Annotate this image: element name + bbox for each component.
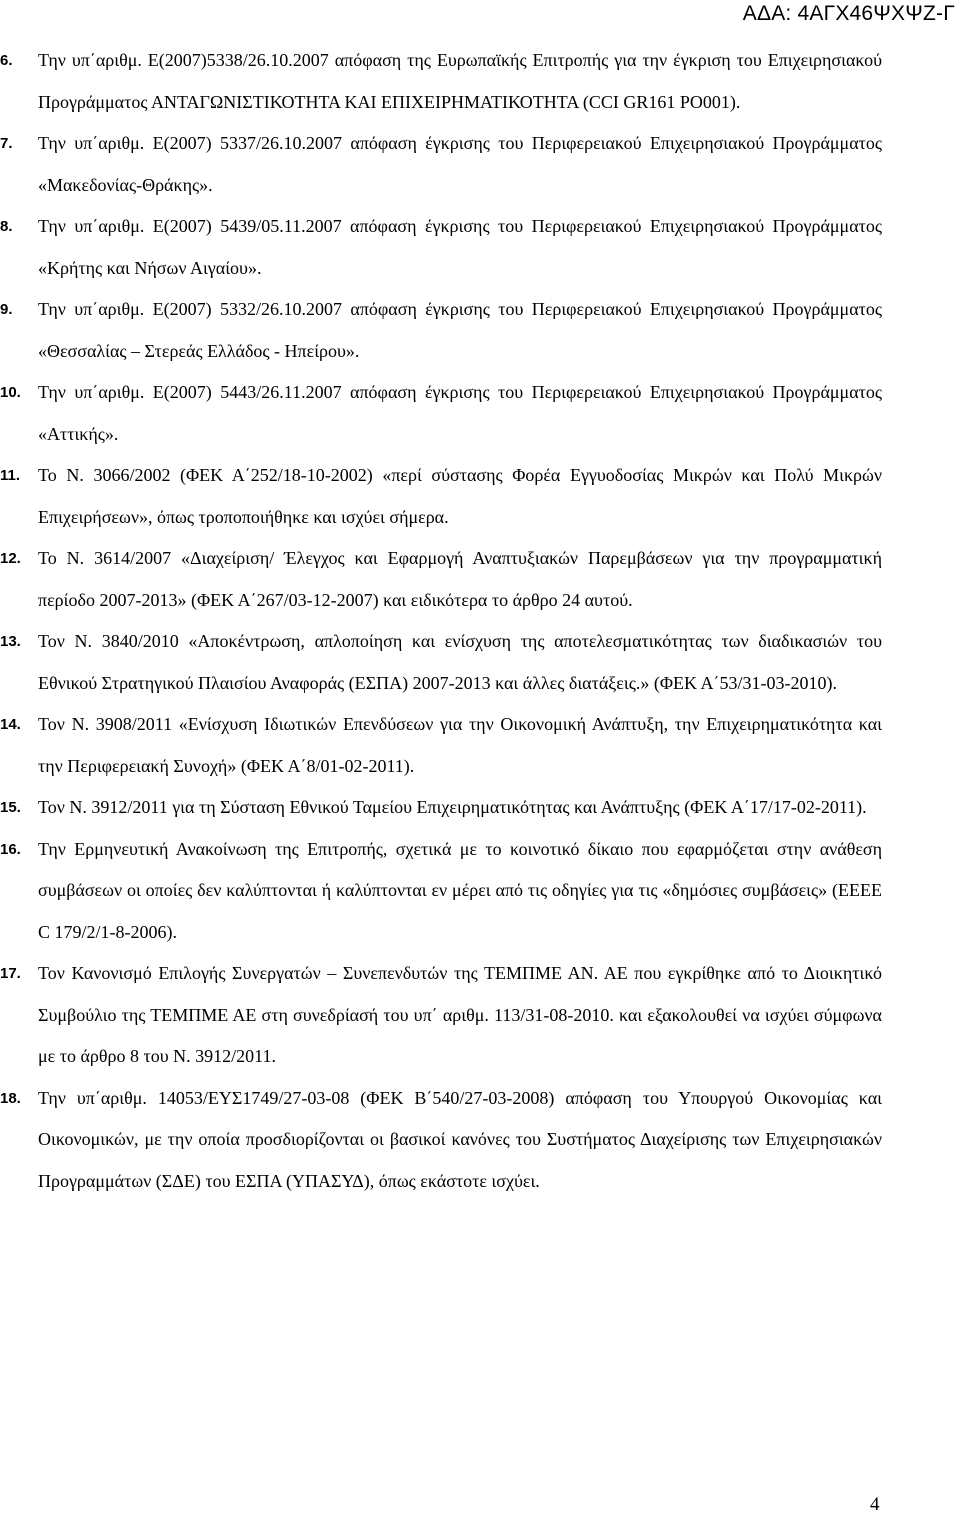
item-number: 7. — [0, 135, 13, 152]
item-text: Την υπ΄αριθμ. Ε(2007) 5332/26.10.2007 απόφαση έγκρισης του Περιφερειακού Επιχειρησιακού Προγράμματος «Θεσσαλίας – Στερεάς Ελλάδος - Ηπείρου». — [38, 299, 882, 361]
item-text: Την υπ΄αριθμ. Ε(2007) 5439/05.11.2007 απόφαση έγκρισης του Περιφερειακού Επιχειρησιακού Προγράμματος «Κρήτης και Νήσων Αιγαίου». — [38, 216, 882, 278]
item-text: Την υπ΄αριθμ. Ε(2007)5338/26.10.2007 απόφαση της Ευρωπαϊκής Επιτροπής για την έγκριση του Επιχειρησιακού Προγράμματος ΑΝΤΑΓΩΝΙΣΤΙΚΟΤΗΤΑ ΚΑΙ ΕΠΙΧΕΙΡΗΜΑΤΙΚΟΤΗΤΑ (CCI GR161 PO001). — [38, 50, 882, 112]
list-item — [0, 829, 960, 954]
list-item — [0, 372, 960, 455]
list-item — [0, 40, 960, 123]
list-item — [0, 123, 960, 206]
item-number: 11. — [0, 467, 21, 484]
item-number: 16. — [0, 840, 21, 858]
list-item — [0, 953, 960, 1078]
item-text: Τον Ν. 3912/2011 για τη Σύσταση Εθνικού Ταμείου Επιχειρηματικότητας και Ανάπτυξης (ΦΕΚ Α΄17/17-02-2011). — [38, 797, 867, 817]
item-text: Τον Ν. 3908/2011 «Ενίσχυση Ιδιωτικών Επενδύσεων για την Οικονομική Ανάπτυξη, την Επιχειρηματικότητα και την Περιφερειακή Συνοχή» (ΦΕΚ Α΄8/01-02-2011). — [38, 714, 882, 776]
list-item — [0, 787, 960, 829]
list-item — [0, 289, 960, 372]
item-number: 10. — [0, 384, 21, 401]
list-item — [0, 704, 960, 787]
item-number: 15. — [0, 799, 21, 816]
item-text: Τον Ν. 3840/2010 «Αποκέντρωση, απλοποίηση και ενίσχυση της αποτελεσματικότητας των διαδικασιών του Εθνικού Στρατηγικού Πλαισίου Αναφοράς (ΕΣΠΑ) 2007-2013 και άλλες διατάξεις.» (ΦΕΚ Α΄53/31-03-2010). — [38, 631, 882, 693]
item-text: Την Ερμηνευτική Ανακοίνωση της Επιτροπής, σχετικά με το κοινοτικό δίκαιο που εφαρμόζεται στην ανάθεση συμβάσεων οι οποίες δεν καλύπτονται ή καλύπτονται εν μέρει από τις οδηγίες για τις «δημόσιες συμβάσεις» (ΕΕΕΕ C 179/2/1-8-2006). — [38, 838, 882, 942]
ada-code-header: ΑΔΑ: 4ΑΓΧ46ΨΧΨΖ-Γ — [742, 2, 955, 25]
item-number: 13. — [0, 633, 21, 650]
numbered-list — [0, 40, 960, 1202]
list-item — [0, 621, 960, 704]
item-number: 14. — [0, 716, 21, 733]
item-number: 9. — [0, 301, 13, 318]
item-text: Το Ν. 3614/2007 «Διαχείριση/ Έλεγχος και Εφαρμογή Αναπτυξιακών Παρεμβάσεων για την προγραμματική περίοδο 2007-2013» (ΦΕΚ Α΄267/03-12-2007) και ειδικότερα το άρθρο 24 αυτού. — [38, 548, 882, 610]
item-number: 6. — [0, 52, 13, 69]
list-item — [0, 206, 960, 289]
item-number: 12. — [0, 550, 21, 567]
item-number: 18. — [0, 1089, 21, 1107]
item-text: Την υπ΄αριθμ. Ε(2007) 5443/26.11.2007 απόφαση έγκρισης του Περιφερειακού Επιχειρησιακού Προγράμματος «Αττικής». — [38, 382, 882, 444]
item-number: 17. — [0, 965, 21, 982]
item-text: Την υπ΄αριθμ. Ε(2007) 5337/26.10.2007 απόφαση έγκρισης του Περιφερειακού Επιχειρησιακού Προγράμματος «Μακεδονίας-Θράκης». — [38, 133, 882, 195]
item-text: Τον Κανονισμό Επιλογής Συνεργατών – Συνεπενδυτών της ΤΕΜΠΜΕ ΑΝ. ΑΕ που εγκρίθηκε από το Διοικητικό Συμβούλιο της ΤΕΜΠΜΕ ΑΕ στη συνεδρίασή του υπ΄ αριθμ. 113/31-08-2010. και εξακολουθεί να ισχύει σύμφωνα με το άρθρο 8 του Ν. 3912/2011. — [38, 963, 882, 1066]
list-item — [0, 1078, 960, 1203]
list-item — [0, 538, 960, 621]
item-number: 8. — [0, 218, 13, 235]
page-number: 4 — [870, 1494, 880, 1515]
item-text: Το Ν. 3066/2002 (ΦΕΚ Α΄252/18-10-2002) «περί σύστασης Φορέα Εγγυοδοσίας Μικρών και Πολύ Μικρών Επιχειρήσεων», όπως τροποποιήθηκε και ισχύει σήμερα. — [38, 465, 882, 527]
list-item — [0, 455, 960, 538]
item-text: Την υπ΄αριθμ. 14053/ΕΥΣ1749/27-03-08 (ΦΕΚ Β΄540/27-03-2008) απόφαση του Υπουργού Οικονομίας και Οικονομικών, με την οποία προσδιορίζονται οι βασικοί κανόνες του Συστήματος Διαχείρισης των Επιχειρησιακών Προγραμμάτων (ΣΔΕ) του ΕΣΠΑ (ΥΠΑΣΥΔ), όπως εκάστοτε ισχύει. — [38, 1087, 882, 1191]
